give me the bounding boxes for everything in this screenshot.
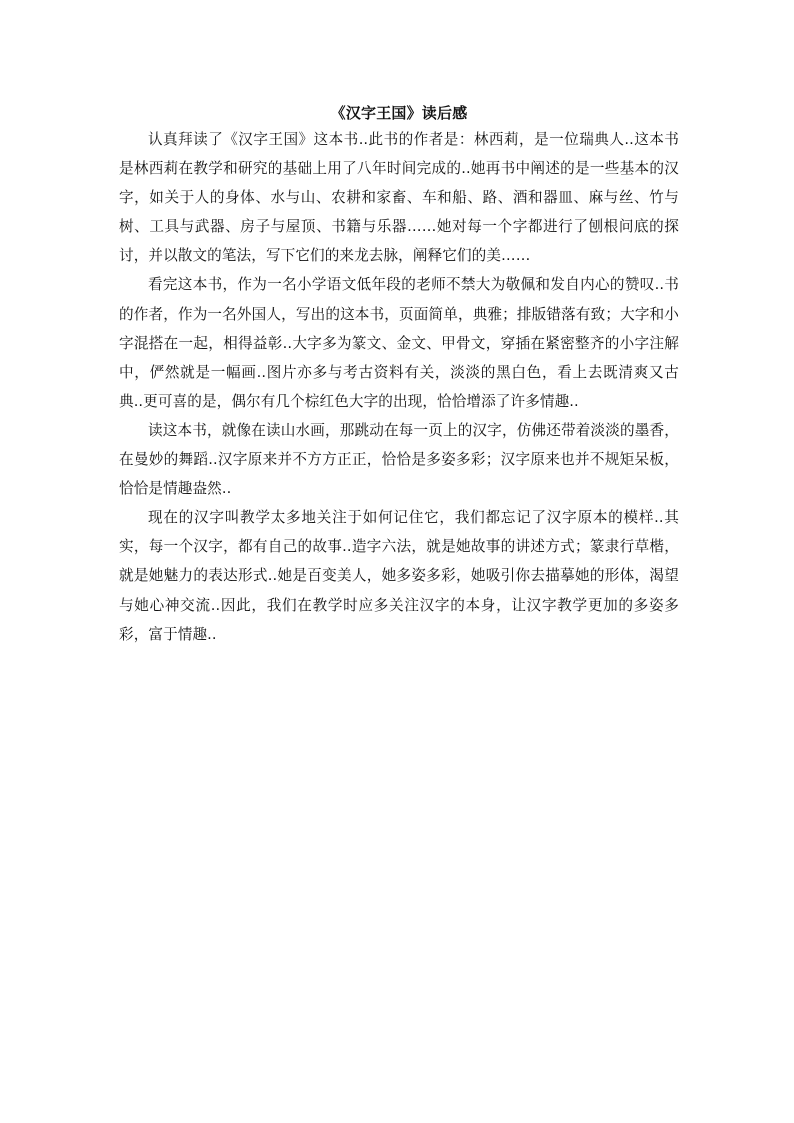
paragraph-2: 看完这本书，作为一名小学语文低年段的老师不禁大为敬佩和发自内心的赞叹..书的作者，作为一名外国人，写出的这本书，页面简单，典雅；排版错落有致；大字和小字混搭在一起，相得益彰..大字多为篆文、金文、甲骨文，穿插在紧密整齐的小字注解中，俨然就是一幅画..图片亦多与考古资料有关，淡淡的黑白色，看上去既清爽又古典..更可喜的是，偶尔有几个棕红色大字的出现，恰恰增添了许多情趣..: [119, 276, 679, 410]
document-title: 《汉字王国》读后感: [330, 104, 468, 122]
paragraph-3: 读这本书，就像在读山水画，那跳动在每一页上的汉字，仿佛还带着淡淡的墨香，在曼妙的舞蹈..汉字原来并不方方正正，恰恰是多姿多彩；汉字原来也并不规矩呆板，恰恰是情趣盎然..: [119, 421, 679, 498]
document-body: [119, 101, 679, 649]
paragraph-4: 现在的汉字叫教学太多地关注于如何记住它，我们都忘记了汉字原本的模样..其实，每一个汉字，都有自己的故事..造字六法，就是她故事的讲述方式；篆隶行草楷，就是她魅力的表达形式..她是百变美人，她多姿多彩，她吸引你去描摹她的形体，渴望与她心神交流..因此，我们在教学时应多关注汉字的本身，让汉字教学更加的多姿多彩，富于情趣..: [119, 509, 679, 643]
paragraph-1: 认真拜读了《汉字王国》这本书..此书的作者是：林西莉，是一位瑞典人..这本书是林西莉在教学和研究的基础上用了八年时间完成的..她再书中阐述的是一些基本的汉字，如关于人的身体、水与山、农耕和家畜、车和船、路、酒和器皿、麻与丝、竹与树、工具与武器、房子与屋顶、书籍与乐器……她对每一个字都进行了刨根问底的探讨，并以散文的笔法，写下它们的来龙去脉，阐释它们的美……: [119, 131, 679, 265]
